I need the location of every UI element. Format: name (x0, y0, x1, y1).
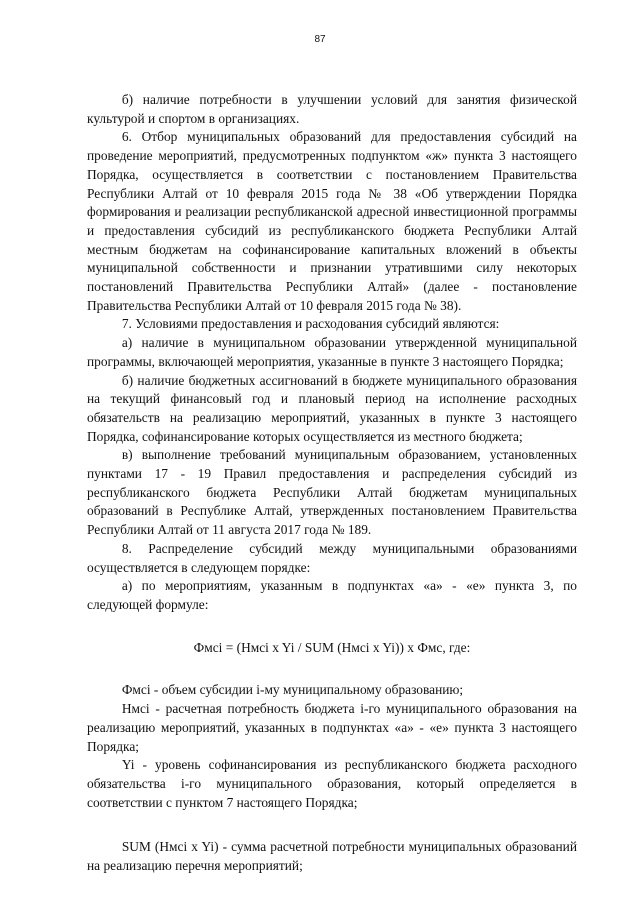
definition-nmsi: Нмсi - расчетная потребность бюджета i-го муниципального образования на реализацию мероприятий, указанных в подпунктах «а» - «е» пункта 3 настоящего Порядка; (87, 701, 577, 754)
paragraph-6-selection: 6. Отбор муниципальных образований для предоставления субсидий на проведение мероприятий, предусмотренных подпунктом «ж» пункта 3 настоящего Порядка, осуществляется в соответствии с постановлением Правительства Республики Алтай от 10 февраля 2015 года № 38 «Об утверждении Порядка формирования и реализации республиканской адресной инвестиционной программы и предоставления субсидий из республиканского бюджета Республики Алтай местным бюджетам на софинансирование капитальных вложений в объекты муниципальной собственности и признании утратившими силу некоторых постановлений Правительства Республики Алтай» (далее - постановление Правительства Республики Алтай от 10 февраля 2015 года № 38). (87, 129, 577, 313)
definition-yi: Yi - уровень софинансирования из республиканского бюджета расходного обязательства i-го муниципального образования, который определяется в соответствии с пунктом 7 настоящего Порядка; (87, 757, 577, 810)
paragraph-need-sport: б) наличие потребности в улучшении условий для занятия физической культурой и спортом в организациях. (87, 92, 577, 126)
paragraph-7a: а) наличие в муниципальном образовании утвержденной муниципальной программы, включающей мероприятия, указанные в пункте 3 настоящего Порядка; (87, 335, 577, 369)
paragraph-8-distribution: 8. Распределение субсидий между муниципальными образованиями осуществляется в следующем порядке: (87, 540, 577, 575)
paragraph-8a: а) по мероприятиям, указанным в подпунктах «а» - «е» пункта 3, по следующей формуле: (87, 578, 577, 612)
document-body (87, 91, 577, 876)
definition-sum: SUM (Нмсi x Yi) - сумма расчетной потребности муниципальных образований на реализацию перечня мероприятий; (87, 839, 577, 874)
definition-fmsi: Фмсi - объем субсидии i-му муниципальному образованию; (121, 682, 464, 698)
paragraph-7b: б) наличие бюджетных ассигнований в бюджете муниципального образования на текущий финансовый год и плановый период на исполнение расходных обязательств на реализацию мероприятий, указанных в пункте 3 настоящего Порядка, софинансирование которых осуществляется из местного бюджета; (87, 372, 577, 444)
paragraph-7c: в) выполнение требований муниципальным образованием, установленных пунктами 17 - 19 Правил предоставления и распределения субсидий из республиканского бюджета Республики Алтай бюджетам муниципальных образований в Республике Алтай, утвержденных постановлением Правительства Республики Алтай от 11 августа 2017 года № 189. (87, 447, 577, 538)
subsidy-formula: Фмсi = (Нмсi x Yi / SUM (Нмсi x Yi)) x Фмс, где: (193, 639, 471, 655)
paragraph-7-conditions: 7. Условиями предоставления и расходования субсидий являются: (121, 316, 500, 332)
page-number: 87 (314, 34, 326, 45)
